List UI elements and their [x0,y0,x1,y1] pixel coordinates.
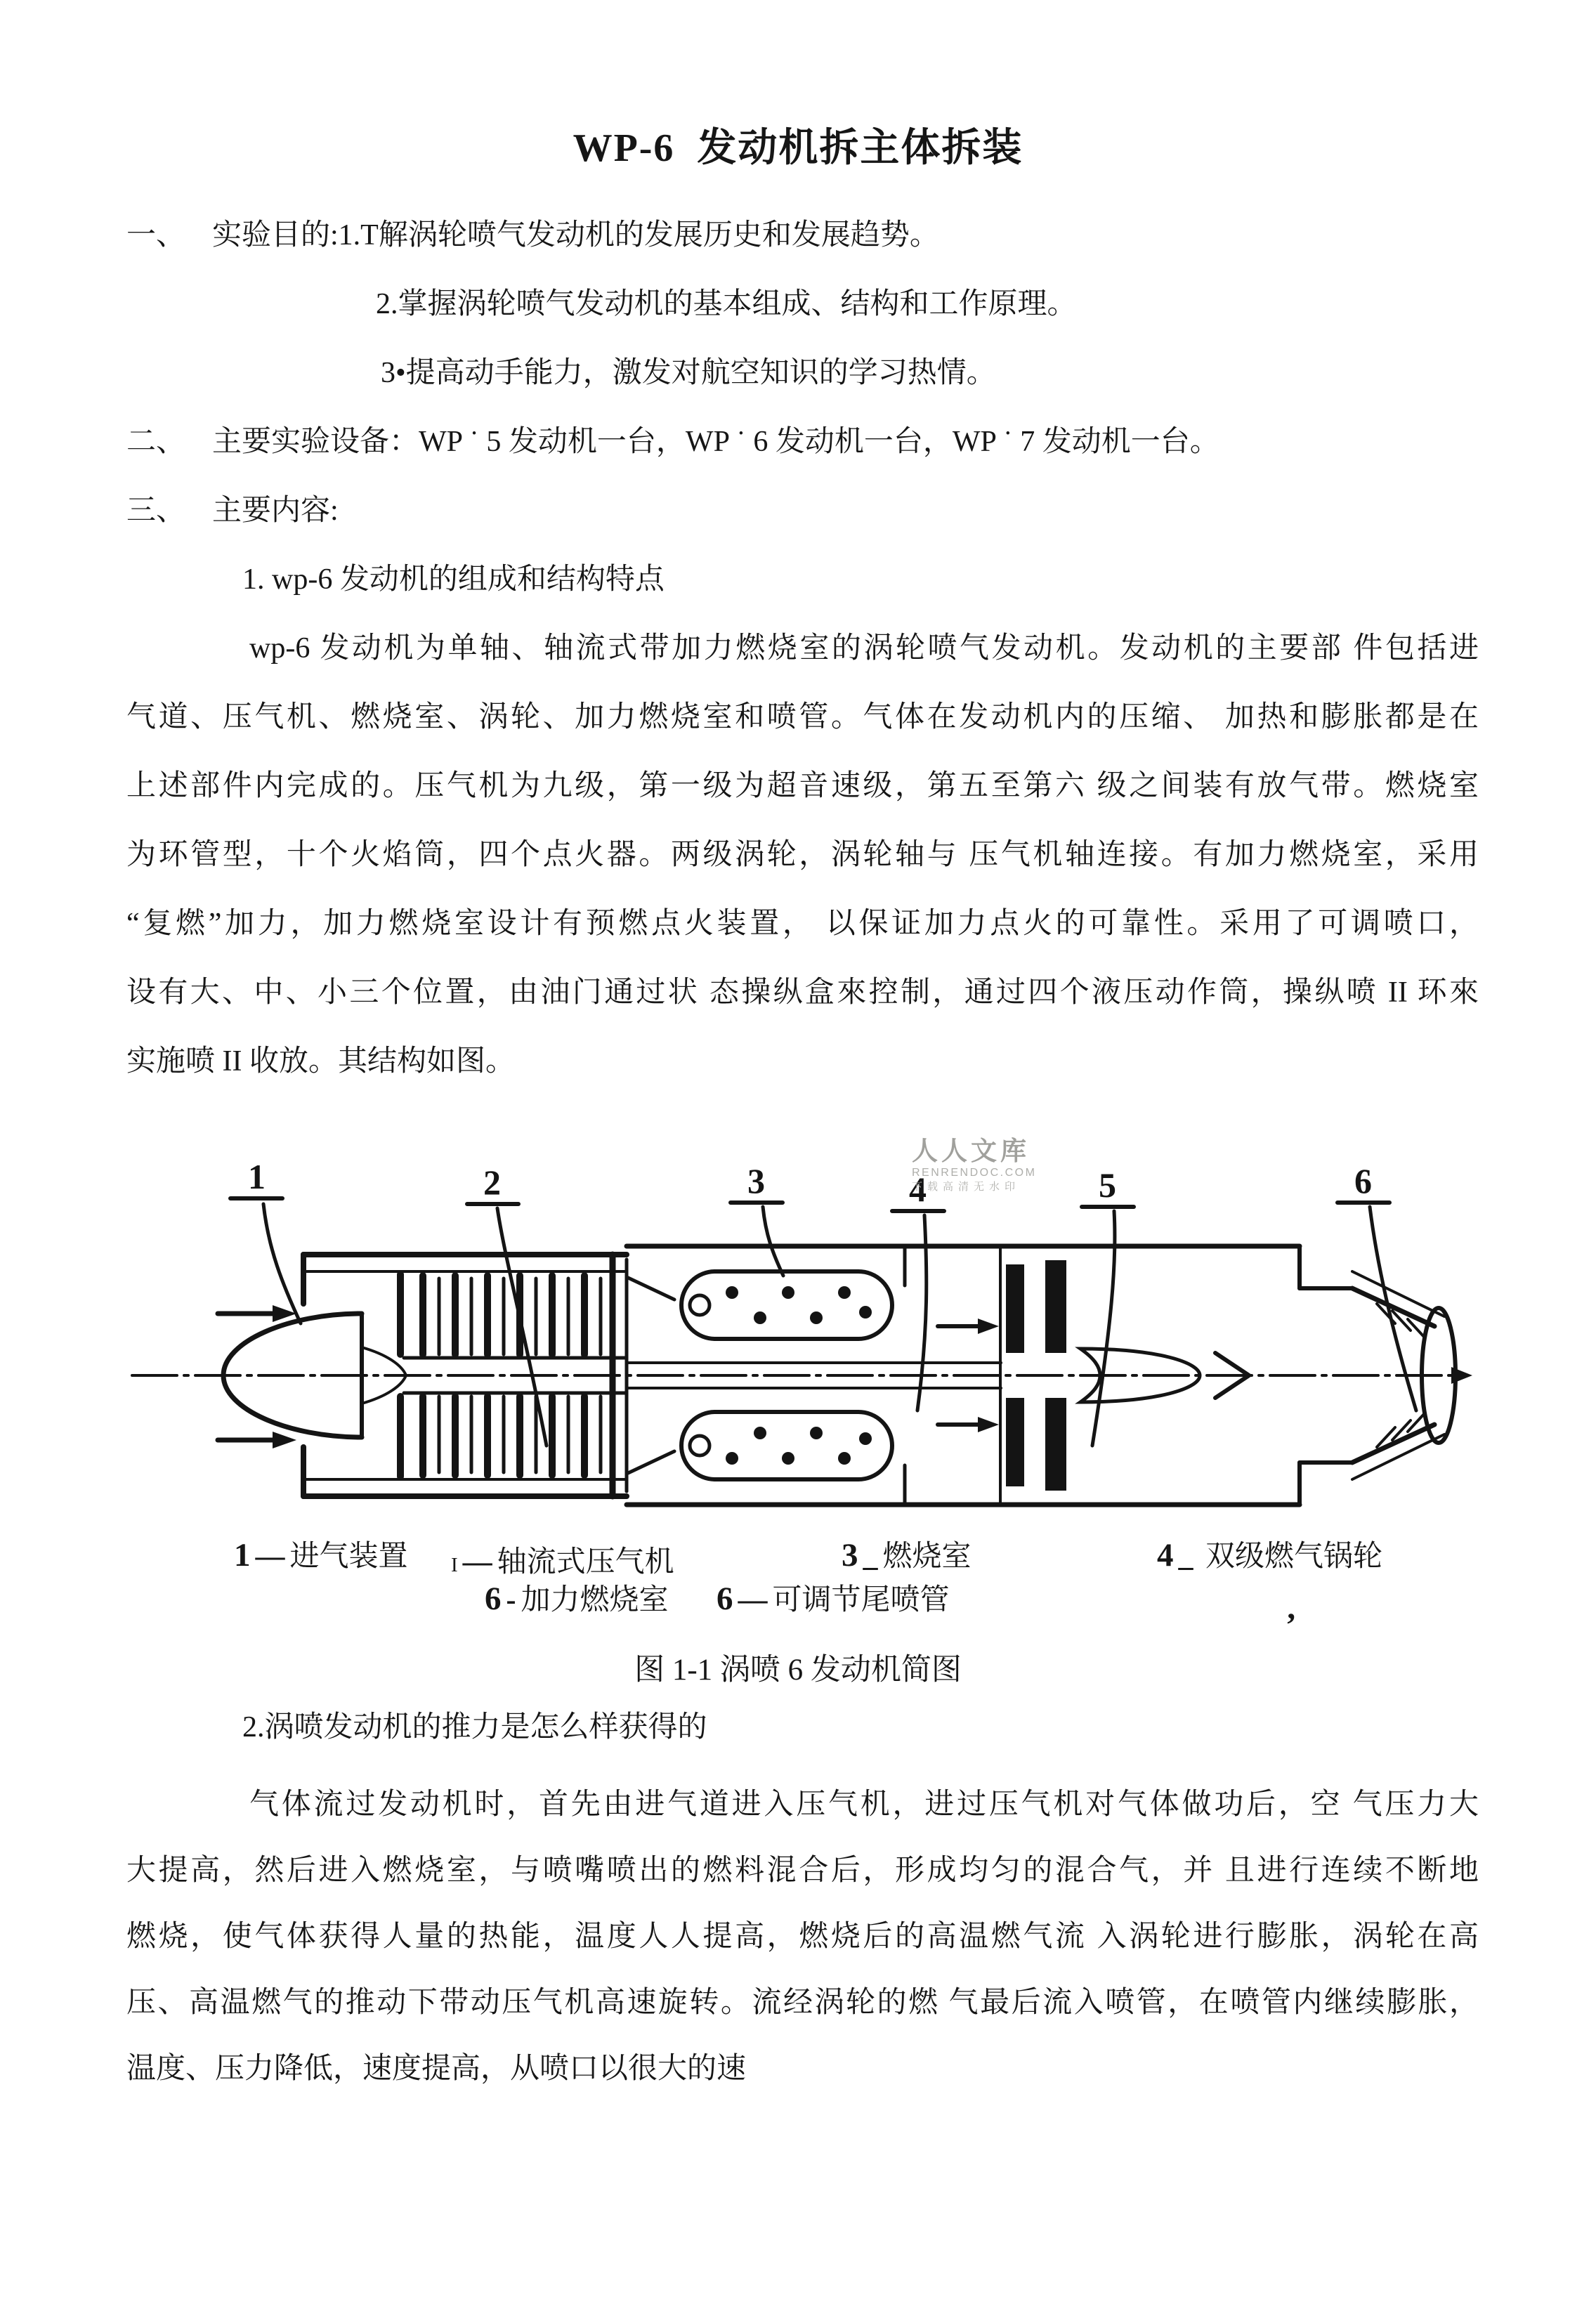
paragraph-2-line: 燃烧，使气体获得人量的热能，温度人人提高，燃烧后的高温燃气流 入涡轮进行膨胀，涡轮在高 [126,1921,1479,1953]
page-title: WP-6 发动机拆主体拆装 [573,126,1023,170]
figure-number-4: 4 [909,1170,927,1209]
objective-item-3: 3•提高动手能力，激发对航空知识的学习热情。 [381,357,996,389]
legend-item-compressor: I — 轴流式压气机 [451,1546,674,1578]
watermark [912,1137,1151,1193]
paragraph-2-line: 大提高，然后进入燃烧室，与喷嘴喷出的燃料混合后，形成均匀的混合气，并 且进行连续不断地 [126,1854,1479,1887]
figure-engine-diagram [119,1116,1477,1516]
figure-number-5: 5 [1099,1165,1116,1205]
figure-legend [126,1533,1503,1644]
watermark-brand: 人人文库 [912,1137,1030,1165]
paragraph-2-line: 温度、压力降低，速度提高，从喷口以很大的速 [126,2053,747,2085]
watermark-tagline: 下载高清无水印 [912,1181,1021,1193]
legend-item-combustor: 3 _ 燃烧室 [842,1537,972,1574]
section-1-marker: 一、 [126,219,186,251]
figure-number-2: 2 [483,1163,501,1202]
body-text-bottom [126,1693,1479,2102]
paragraph-1-line: 设有大、中、小三个位置，由油门通过状 态操纵盒來控制，通过四个液压动作筒，操纵喷 II 环來 [126,976,1479,1009]
section-1-text: 实验目的:1.T解涡轮喷气发动机的发展历史和发展趋势。 [212,219,939,251]
figure-number-3: 3 [747,1161,765,1200]
engine-cutaway-drawing [119,1116,1477,1516]
paragraph-2-line: 压、高温燃气的推动下带动压气机高速旋转。流经涡轮的燃 气最后流入喷管，在喷管内继续膨胀， [126,1987,1479,2019]
section-3-text: 主要内容: [212,495,339,527]
paragraph-1-line: 上述部件内完成的。压气机为九级，第一级为超音速级，第五至第六 级之间装有放气带。燃烧室 [126,770,1479,802]
section-2-marker: 二、 [126,426,186,458]
section-2-heading [126,407,1479,476]
figure-caption: 图 1-1 涡喷 6 发动机简图 [634,1654,962,1687]
section-1-heading [126,201,1479,270]
content-item-1-heading: 1. wp-6 发动机的组成和结构特点 [242,563,665,596]
legend-item-afterburner: 6 - 加力燃烧室 [485,1581,669,1617]
objective-item-2: 2.掌握涡轮喷气发动机的基本组成、结构和工作原理。 [376,288,1077,320]
legend-item-nozzle: 6 — 可调节尾喷管 [717,1581,950,1617]
legend-item-inlet: 1 — 进气装置 [234,1537,408,1574]
section-3-heading [126,476,1479,545]
section-3-marker: 三、 [126,495,186,527]
figure-number-1: 1 [248,1157,266,1196]
paragraph-1-line: 为环管型，十个火焰筒，四个点火器。两级涡轮，涡轮轴与 压气机轴连接。有加力燃烧室，采用 [126,839,1479,871]
paragraph-1-line: wp-6 发动机为单轴、轴流式带加力燃烧室的涡轮喷气发动机。发动机的主要部 件包括进 [249,632,1479,665]
paragraph-2-line: 气体流过发动机时，首先由进气道进入压气机，进过压气机对气体做功后，空 气压力大 [249,1788,1479,1821]
watermark-domain: RENRENDOC.COM [912,1167,1037,1179]
content-item-2-heading: 2.涡喷发动机的推力是怎么样获得的 [242,1711,707,1743]
paragraph-1-line: 实施喷 II 收放。其结构如图。 [126,1045,515,1078]
section-2-text: 主要实验设备：WP ˙ 5 发动机一台，WP ˙ 6 发动机一台，WP ˙ 7 发动机一台。 [212,426,1219,458]
legend-item-turbine: 4 _ 双级燃气锅轮 [1157,1537,1383,1574]
paragraph-1-line: 气道、压气机、燃烧室、涡轮、加力燃烧室和喷管。气体在发动机内的压缩、 加热和膨胀都是在 [126,701,1479,733]
paragraph-1-line: “复燃”加力，加力燃烧室设计有预燃点火装置， 以保证加力点火的可靠性。采用了可调喷口， [126,908,1479,940]
legend-apostrophe: ’ [1286,1607,1297,1643]
figure-number-6: 6 [1354,1161,1372,1200]
body-text-top [126,201,1479,1096]
